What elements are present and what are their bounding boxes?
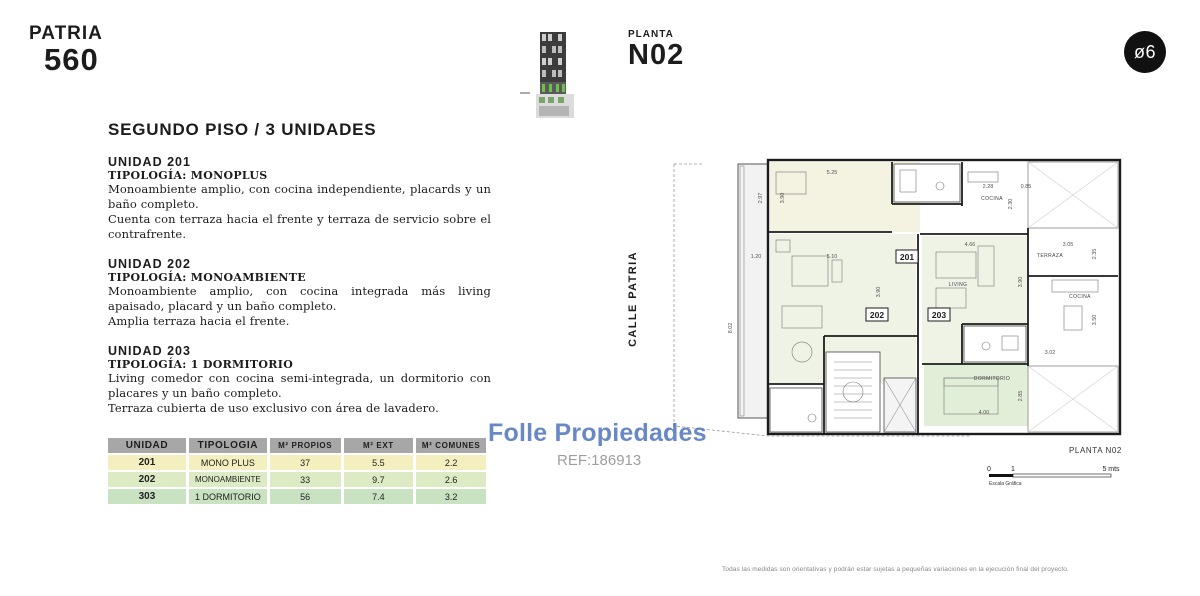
dimension: 2.30	[1008, 198, 1014, 210]
unit-202-block	[108, 257, 491, 329]
dimension: 0.85	[1020, 184, 1032, 190]
cell-m2-propios: 37	[270, 455, 341, 470]
unit-description-line: Living comedor con cocina semi-integrada, un dormitorio con placares y un baño completo.	[108, 371, 491, 400]
col-m2-comunes: M² COMUNES	[416, 438, 486, 453]
floor-heading	[628, 30, 684, 70]
col-m2-propios: M² PROPIOS	[270, 438, 341, 453]
room-label-living: LIVING	[948, 282, 968, 288]
bathroom-201	[894, 164, 960, 202]
dimension: 5.10	[826, 254, 838, 260]
dimension: 2.97	[758, 192, 764, 204]
cell-m2-propios: 56	[270, 489, 341, 504]
unit-description-line: Cuenta con terraza hacia el frente y terraza de servicio sobre el contrafrente.	[108, 212, 491, 241]
cell-tipologia: MONO PLUS	[189, 455, 267, 470]
unit-name: UNIDAD 202	[108, 257, 191, 271]
unit-description-line: Amplia terraza hacia el frente.	[108, 314, 290, 328]
brand-line-1: PATRIA	[29, 23, 103, 44]
cell-m2-ext: 9.7	[344, 472, 414, 487]
brand-line-2: 560	[44, 42, 99, 77]
room-label-terraza: TERRAZA	[1036, 253, 1064, 259]
plan-label: PLANTA N02	[1069, 446, 1122, 455]
cell-unidad: 202	[108, 472, 186, 487]
stairwell	[826, 352, 880, 432]
dimension: 4.66	[964, 242, 976, 248]
unit-tag-201-text: 201	[899, 252, 915, 262]
scale-caption: Escala Gráfica	[989, 481, 1022, 487]
cell-m2-propios: 33	[270, 472, 341, 487]
room-label-cocina: COCINA	[1069, 294, 1091, 300]
col-m2-ext: M² EXT	[344, 438, 414, 453]
cell-m2-comunes: 2.2	[416, 455, 486, 470]
scale-tick-label: 1	[1011, 466, 1015, 473]
table-row	[108, 455, 486, 470]
unit-203-block	[108, 344, 491, 416]
scale-bar-white	[1013, 474, 1111, 477]
dimension: 3.50	[1092, 314, 1098, 326]
bathroom-202	[770, 388, 822, 432]
dimension: 1.20	[750, 254, 762, 260]
watermark-name: Folle Propiedades	[488, 419, 707, 447]
units-description	[108, 155, 491, 431]
unit-description-line: Monoambiente amplio, con cocina independiente, placards y un baño completo.	[108, 182, 491, 211]
cell-unidad: 303	[108, 489, 186, 504]
dimension: 4.00	[978, 410, 990, 416]
room-label-dormitorio: DORMITORIO	[973, 376, 1011, 382]
disclaimer: Todas las medidas son orientativas y podrán estar sujetas a pequeñas variaciones en la ejecución final del proyecto.	[722, 566, 1069, 573]
dimension: 3.02	[1044, 350, 1056, 356]
cell-tipologia: 1 DORMITORIO	[189, 489, 267, 504]
page-number-badge: ø6	[1124, 31, 1166, 73]
scale-tick-label: 5 mts	[1102, 466, 1120, 473]
floor-plan	[672, 156, 1124, 440]
cell-m2-comunes: 3.2	[416, 489, 486, 504]
floor-code: N02	[628, 39, 685, 71]
cell-unidad: 201	[108, 455, 186, 470]
street-label-text: CALLE PATRIA	[627, 251, 639, 347]
cell-m2-ext: 7.4	[344, 489, 414, 504]
unit-tag-202-text: 202	[869, 310, 885, 320]
col-tipologia: TIPOLOGIA	[189, 438, 267, 453]
floor-label: PLANTA	[628, 29, 674, 40]
dimension: 3.90	[1018, 276, 1024, 288]
units-summary-table	[105, 436, 489, 506]
unit-name: UNIDAD 203	[108, 344, 191, 358]
unit-tipologia: TIPOLOGÍA: 1 DORMITORIO	[108, 358, 294, 371]
dimension: 3.90	[780, 192, 786, 204]
unit-tipologia: TIPOLOGÍA: MONOAMBIENTE	[108, 271, 306, 284]
scale-bar-black	[989, 474, 1013, 477]
dimension: 5.25	[826, 170, 838, 176]
dimension: 8.02	[728, 322, 734, 334]
col-unidad: UNIDAD	[108, 438, 186, 453]
scale-tick-label: 0	[987, 466, 991, 473]
bathroom-203	[964, 326, 1026, 362]
cell-m2-comunes: 2.6	[416, 472, 486, 487]
building-elevation-icon	[518, 26, 578, 122]
table-header-row	[108, 438, 486, 453]
unit-name: UNIDAD 201	[108, 155, 191, 169]
unit-201-block	[108, 155, 491, 242]
dimension: 2.85	[1018, 390, 1024, 402]
dimension: 3.90	[876, 286, 882, 298]
section-title: SEGUNDO PISO / 3 UNIDADES	[108, 120, 377, 139]
unit-tag-203-text: 203	[931, 310, 947, 320]
cell-m2-ext: 5.5	[344, 455, 414, 470]
dormitorio-area	[924, 364, 1028, 426]
room-label-cocina: COCINA	[981, 196, 1003, 202]
table-row	[108, 489, 486, 504]
dimension: 2.35	[1092, 248, 1098, 260]
street-label	[622, 251, 644, 347]
dimension: 3.05	[1062, 242, 1074, 248]
unit-description-line: Terraza cubierta de uso exclusivo con área de lavadero.	[108, 401, 439, 415]
unit-description-line: Monoambiente amplio, con cocina integrada más living apaisado, placard y un baño completo.	[108, 284, 491, 313]
unit-tipologia: TIPOLOGÍA: MONOPLUS	[108, 169, 268, 182]
dimension: 2.28	[982, 184, 994, 190]
watermark-ref: REF:186913	[557, 452, 642, 469]
graphic-scale	[985, 463, 1125, 491]
table-row	[108, 472, 486, 487]
cell-tipologia: MONOAMBIENTE	[189, 472, 267, 487]
project-brand	[28, 24, 103, 75]
